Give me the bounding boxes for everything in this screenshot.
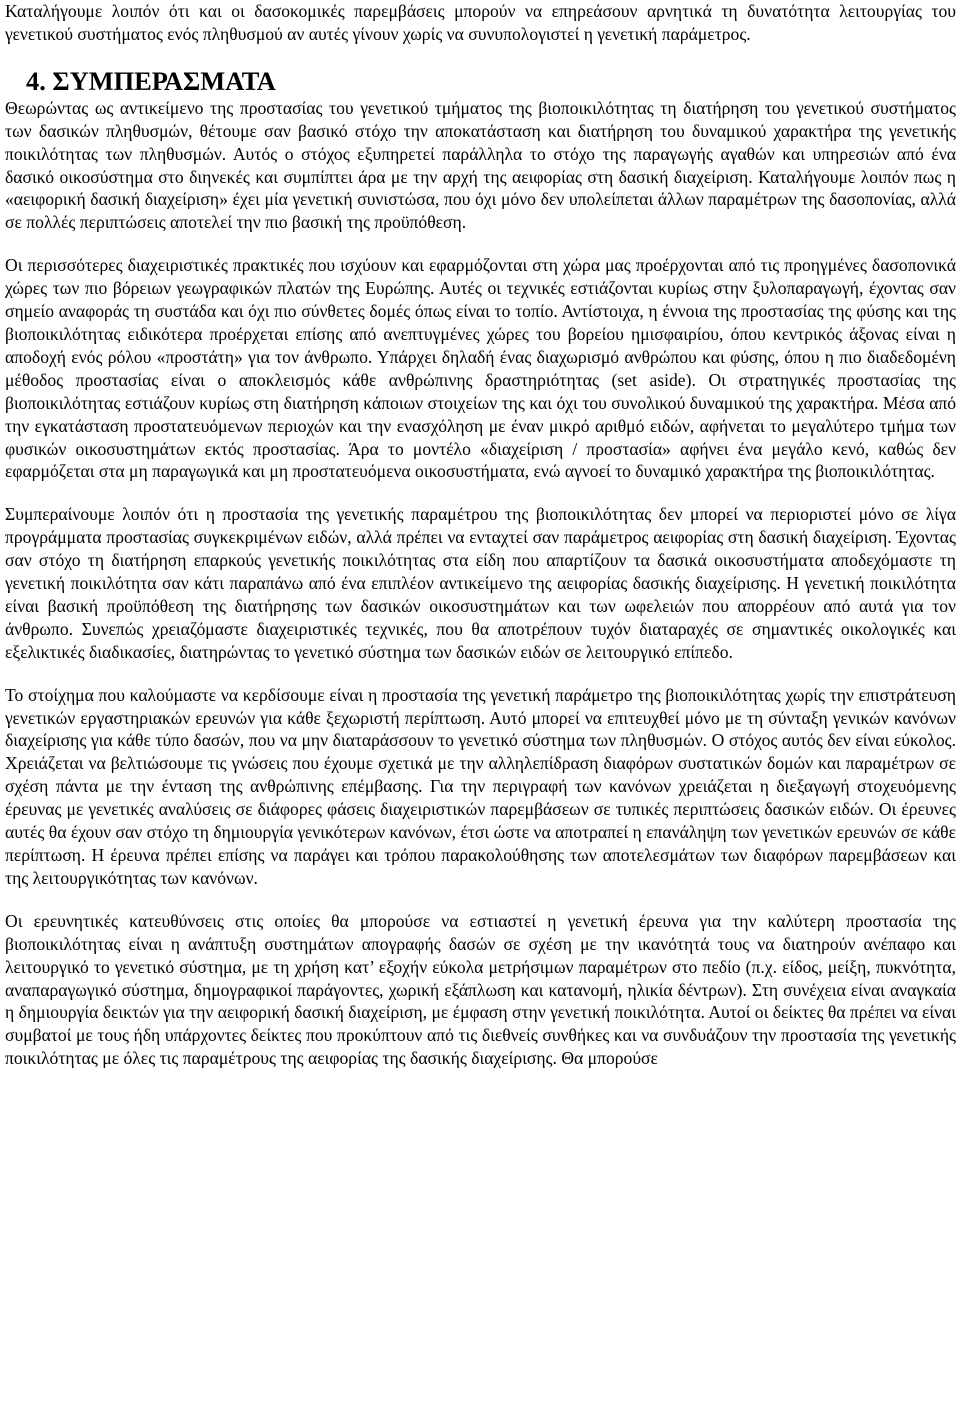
intro-paragraph: Καταλήγουμε λοιπόν ότι και οι δασοκομικές παρεμβάσεις μπορούν να επηρεάσουν αρνητικά τη δυνατότητα λειτουργίας του γενετικού συστήματος ενός πληθυσμού αν αυτές γίνουν χωρίς να συνυπολογιστεί η γενετική παράμετρος. [5,1,956,44]
paragraph-gap [5,483,956,503]
paragraph-gap [5,234,956,254]
paragraph-gap [5,664,956,684]
paragraph-gap [5,46,956,66]
paragraph-conclusions-4: Το στοίχημα που καλούμαστε να κερδίσουμε είναι η προστασία της γενετική παράμετρο της βιοποικιλότητας χωρίς την επιστράτευση γενετικών εργαστηριακών ερευνών για κάθε ξεχωριστή περίπτωση. Αυτό μπορεί να επιτευχθεί μόνο με τη σύνταξη γενικών κανόνων διαχείρισης για κάθε τύπο δασών, που να μην διαταράσσουν το γενετικό σύστημα των πληθυσμών. Ο στόχος αυτός δεν είναι εύκολος. Χρειάζεται να βελτιώσουμε τις γνώσεις που έχουμε σχετικά με την αλληλεπίδραση διαφόρων συστατικών δομών και παραμέτρων σε σχέση πάντα με την ένταση της ανθρώπινης επέμβασης. Για την περιγραφή των κανόνων χρειάζεται η διεξαγωγή στοχευόμενης έρευνας με γενετικές αναλύσεις σε διάφορες φάσεις διαχειριστικών παρεμβάσεων σε τυπικές περιπτώσεις δασικών ειδών. Οι έρευνες αυτές θα έχουν σαν στόχο τη δημιουργία γενικότερων κανόνων, έτσι ώστε να αποτραπεί η επανάληψη των γενετικών ερευνών σε κάθε περίπτωση. Η έρευνα πρέπει επίσης να παράγει και τρόπου παρακολούθησης των αποτελεσμάτων των διαφόρων παρεμβάσεων και της λειτουργικότητας των κανόνων. [5,684,956,888]
paragraph-gap [5,890,956,910]
paragraph-conclusions-5: Οι ερευνητικές κατευθύνσεις στις οποίες θα μπορούσε να εστιαστεί η γενετική έρευνα για την καλύτερη προστασία της βιοποικιλότητας είναι η ανάπτυξη συστημάτων απογραφής δασών σε σχέση με την ικανότητά τους να διατηρούν ανέπαφο και λειτουργικό το γενετικό σύστημα, με τη χρήση κατ’ εξοχήν εύκολα μετρήσιμων παραμέτρων στο πεδίο (π.χ. είδος, μείξη, πυκνότητα, αναπαραγωγικό σύστημα, δημογραφικοί παράγοντες, χωρική εξάπλωση και κατανομή, ηλικία δέντρων). Στη συνέχεια είναι αναγκαία η δημιουργία δεικτών για την αειφορική δασική διαχείριση, με έμφαση στην γενετική ποικιλότητα. Αυτοί οι δείκτες θα πρέπει να είναι συμβατοί με τους ήδη υπάρχοντες δείκτες που προκύπτουν από τις διεθνείς συνθήκες και να συνδυάζουν την προστασία της γενετικής ποικιλότητας με όλες τις παραμέτρους της αειφορίας της δασικής διαχείρισης. Θα μπορούσε [5,910,956,1069]
document-page [5,0,956,1070]
paragraph-conclusions-3: Συμπεραίνουμε λοιπόν ότι η προστασία της γενετικής παραμέτρου της βιοποικιλότητας δεν μπορεί να περιοριστεί μόνο σε λίγα προγράμματα προστασίας συγκεκριμένων ειδών, αλλά πρέπει να ενταχτεί σαν παράμετρος αειφορίας στη δασική διαχείριση. Έχοντας σαν στόχο τη διατήρηση επαρκούς γενετικής ποικιλότητας στα είδη που απαρτίζουν τα δασικά οικοσυστήματα αποδεχόμαστε τη γενετική ποικιλότητα σαν κάτι παραπάνω από ένα επιπλέον αντικείμενο της αειφορίας δασικής διαχείρισης. Η γενετική ποικιλότητα είναι βασική προϋπόθεση της διατήρησης των δασικών οικοσυστημάτων και των ωφελειών που απορρέουν από αυτά για τον άνθρωπο. Συνεπώς χρειαζόμαστε διαχειριστικές τεχνικές, που θα αποτρέπουν τυχόν διαταραχές σε σημαντικές οικολογικές και εξελικτικές διαδικασίες, διατηρώντας το γενετικό σύστημα των δασικών ειδών σε λειτουργικό επίπεδο. [5,504,956,662]
paragraph-conclusions-2: Οι περισσότερες διαχειριστικές πρακτικές που ισχύουν και εφαρμόζονται στη χώρα μας προέρχονται από τις προηγμένες δασοπονικά χώρες των πιο βόρειων γεωγραφικών πλατών της Ευρώπης. Αυτές οι τεχνικές εστιάζονται κυρίως στην ξυλοπαραγωγή, έχοντας σαν σημείο αναφοράς τη συστάδα και όχι πιο σύνθετες δομές όπως είναι το τοπίο. Αντίστοιχα, η έννοια της προστασίας της φύσης και της βιοποικιλότητας ειδικότερα προέρχεται επίσης από ανεπτυγμένες χώρες του βορείου ημισφαιρίου, όπου κεντρικός άξονας είναι η αποδοχή ενός ρόλου «προστάτη» για τον άνθρωπο. Υπάρχει δηλαδή ένας διαχωρισμό ανθρώπου και φύσης, όπου η πιο διαδεδομένη μέθοδος προστασίας είναι ο αποκλεισμός κάθε ανθρώπινης δραστηριότητας (set aside). Οι στρατηγικές προστασίας της βιοποικιλότητας εστιάζουν κυρίως στη διατήρηση κάποιων στοιχείων της και όχι του συνολικού δυναμικού της χαρακτήρα. Μέσα από την εγκατάσταση προστατευόμενων περιοχών και την ενασχόληση με έναν μικρό αριθμό ειδών, αφήνεται το μεγαλύτερο τμήμα των φυσικών οικοσυστημάτων εκτός προστασίας. Άρα το μοντέλο «διαχείριση / προστασία» αφήνει ένα μεγάλο κενό, καθώς δεν εφαρμόζεται στα μη παραγωγικά και μη προστατευόμενα οικοσυστήματα, ενώ αγνοεί το δυναμικό χαρακτήρα της βιοποικιλότητας. [5,255,956,482]
section-heading: 4. ΣΥΜΠΕΡΑΣΜΑΤΑ [26,65,276,96]
paragraph-conclusions-1: Θεωρώντας ως αντικείμενο της προστασίας του γενετικού τμήματος της βιοποικιλότητας τη διατήρηση του γενετικού συστήματος των δασικών πληθυσμών, θέτουμε σαν βασικό στόχο την αποκατάσταση και διατήρηση του δυναμικού χαρακτήρα της γενετικής ποικιλότητας των πληθυσμών. Αυτός ο στόχος εξυπηρετεί παράλληλα το στόχο της παραγωγής αγαθών και υπηρεσιών από ένα δασικό οικοσύστημα στο διηνεκές και συμπίπτει άρα με την αρχή της αειφορίας στη δασική διαχείριση. Καταλήγουμε λοιπόν πως η «αειφορική δασική διαχείριση» έχει μία γενετική συνιστώσα, που όχι μόνο δεν υπολείπεται άλλων παραμέτρων της δασοπονίας, αλλά σε πολλές περιπτώσεις αποτελεί την πιο βασική της προϋπόθεση. [5,97,956,233]
